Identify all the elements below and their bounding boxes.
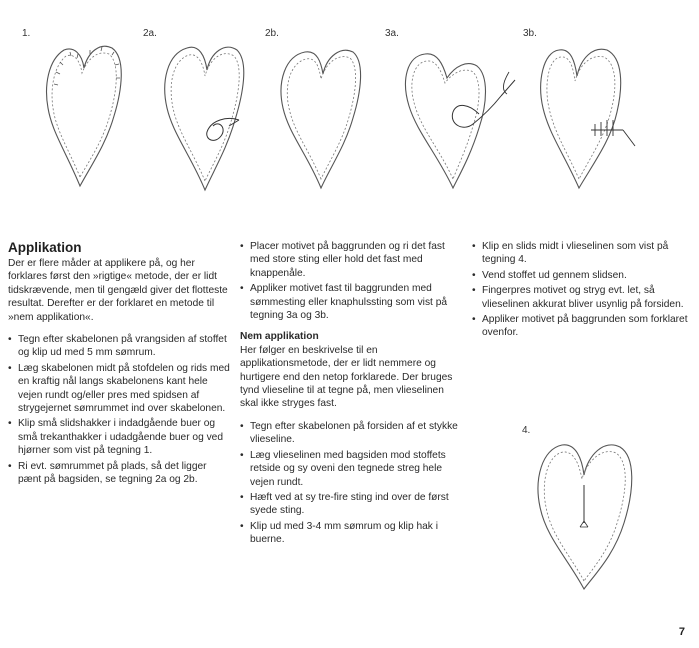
list-item: • Ri evt. sømrummet på plads, så det ligger pænt på bagsiden, se tegning 2a og 2b. (8, 460, 207, 486)
bullet-icon: • (8, 362, 12, 374)
bullet-icon: • (8, 334, 12, 346)
heart-slit-drawing (516, 431, 646, 596)
heart-notched-drawing (22, 36, 132, 201)
figure-2b (265, 28, 375, 198)
list-item: • Klip små slidshakker i indadgående buer og små trekanthakker i udadgående buer og ved hjørner som vist på tegning 1. (8, 418, 224, 457)
instruction-list (240, 420, 462, 547)
bullet-icon: • (8, 418, 12, 430)
column-1 (8, 240, 230, 489)
figure-label-2b: 2b. (265, 28, 279, 39)
list-item: • Hæft ved at sy tre-fire sting ind over de først syede sting. (240, 491, 449, 517)
instruction-list (240, 240, 462, 322)
figure-3a (383, 28, 523, 198)
heart-slipstitch-drawing (383, 36, 523, 201)
bullet-icon: • (472, 285, 476, 297)
list-item: • Læg skabelonen midt på stofdelen og rids med en kraftig nål langs skabelonens kant hele vejen rundt og/eller pres med spidsen af strygejernet sømrummet ind over skabelonen. (8, 362, 230, 415)
list-item: • Klip en slids midt i vlieselinen som vist på tegning 4. (472, 241, 669, 266)
section-title: Applikation (8, 240, 82, 255)
bullet-icon: • (240, 283, 244, 295)
instruction-list (8, 333, 230, 486)
figure-4 (516, 425, 646, 595)
intro-paragraph: Der er flere måder at applikere på, og her forklares først den »rigtige« metode, der er lidt tidskrævende, men til gengæld giver det flotteste resultat. Derefter er der forklaret en metode til »nem applikation«. (8, 258, 228, 323)
bullet-icon: • (472, 314, 476, 326)
list-item: • Vend stoffet ud gennem slidsen. (472, 269, 627, 281)
bullet-icon: • (240, 420, 244, 432)
figure-2a (143, 28, 253, 198)
bullet-icon: • (240, 449, 244, 461)
list-item: • Appliker motivet på baggrunden som forklaret ovenfor. (472, 314, 688, 339)
figure-label-1: 1. (22, 28, 31, 39)
heart-pressed-drawing (265, 36, 375, 201)
bullet-icon: • (240, 241, 244, 252)
figure-label-4: 4. (522, 425, 531, 436)
heart-basting-drawing (143, 36, 253, 201)
figure-label-3b: 3b. (523, 28, 537, 39)
figure-3b (523, 28, 643, 198)
figure-label-3a: 3a. (385, 28, 399, 39)
instruction-list (472, 240, 694, 340)
intro-paragraph: Her følger en beskrivelse til en applikationsmetode, der er lidt nemmere og hurtigere end den netop forklarede. Der bruges tynd vlieseline til at tegne på, men vlieselinen skal ikke stryges fast. (240, 344, 453, 410)
figure-1 (22, 28, 132, 198)
list-item: • Klip ud med 3-4 mm sømrum og klip hak i buerne. (240, 520, 438, 546)
bullet-icon: • (240, 520, 244, 532)
heart-blanketstitch-drawing (523, 36, 643, 201)
page-number: 7 (678, 626, 685, 638)
column-3 (472, 240, 694, 342)
list-item: • Placer motivet på baggrunden og ri det fast med store sting eller hold det fast med knappenåle. (240, 241, 445, 279)
bullet-icon: • (472, 241, 476, 252)
subsection-title: Nem applikation (240, 331, 319, 343)
column-2 (240, 240, 462, 549)
figure-label-2a: 2a. (143, 28, 157, 39)
list-item: • Tegn efter skabelonen på forsiden af et stykke vlieseline. (240, 420, 458, 446)
bullet-icon: • (240, 491, 244, 503)
list-item: • Tegn efter skabelonen på vrangsiden af stoffet og klip ud med 5 mm sømrum. (8, 334, 227, 359)
bullet-icon: • (472, 269, 476, 281)
bullet-icon: • (8, 460, 12, 472)
list-item: • Appliker motivet fast til baggrunden med sømmesting eller knaphulssting som vist på tegning 3a og 3b. (240, 283, 448, 322)
list-item: • Læg vlieselinen med bagsiden mod stoffets retside og sy oveni den tegnede streg hele vejen rundt. (240, 449, 446, 488)
list-item: • Fingerpres motivet og stryg evt. let, så vlieselinen akkurat bliver usynlig på forsiden. (472, 285, 684, 310)
